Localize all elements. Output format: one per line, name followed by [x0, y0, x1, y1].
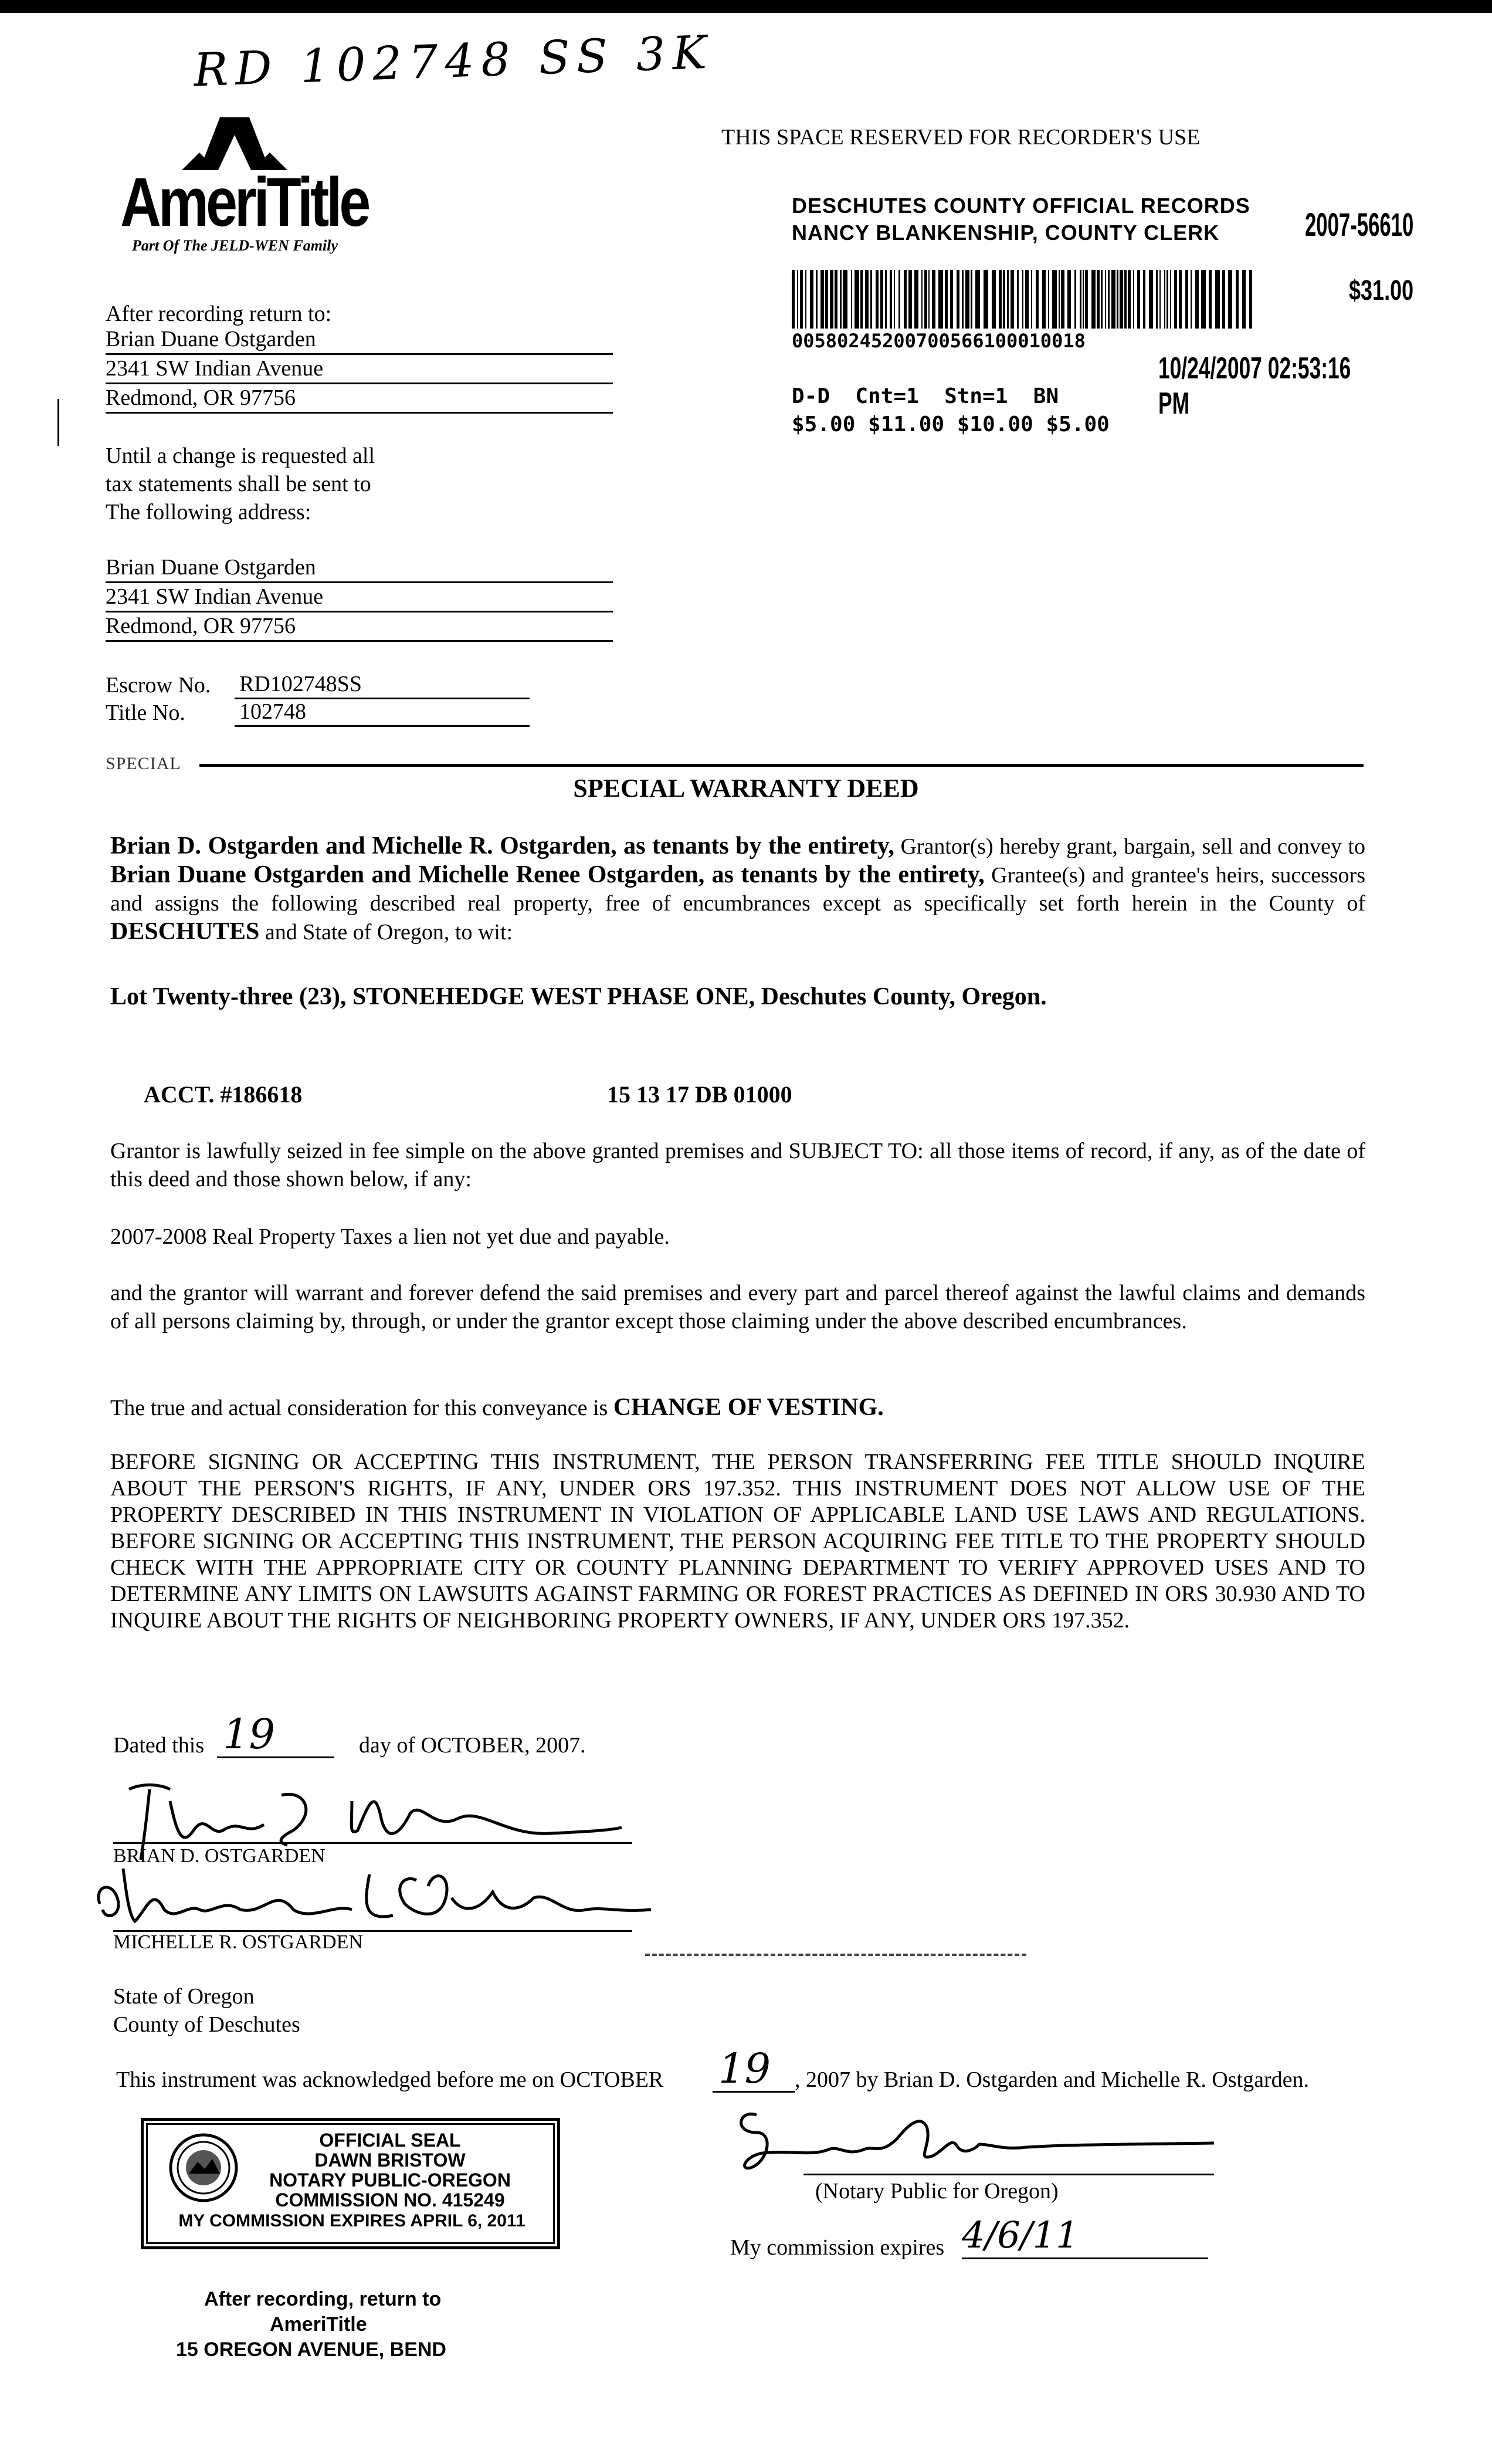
dated-prefix: Dated this [113, 1733, 205, 1758]
barcode-bar [1143, 270, 1145, 329]
barcode-bar [1249, 270, 1252, 329]
escrow-number: RD102748SS [235, 671, 530, 699]
barcode-bar [921, 270, 923, 329]
barcode-bar [1011, 270, 1014, 329]
margin-mark [57, 399, 59, 446]
barcode-bar [835, 270, 837, 329]
barcode-bar [1007, 270, 1009, 329]
signature-line-1 [113, 1842, 632, 1844]
seal-line2: DAWN BRISTOW [314, 2150, 466, 2171]
grant-text-2: Grantee(s) and grantee's heirs, successors and assigns the following described real property, free of encumbrances except as specifically set forth herein in the County of [110, 863, 1365, 916]
barcode-bar [805, 270, 806, 329]
barcode-bar [1149, 270, 1153, 329]
barcode-bar [792, 270, 795, 329]
ack-day: 19 [713, 2046, 795, 2093]
barcode-bar [876, 270, 879, 329]
barcode-bar [975, 270, 980, 329]
county-records-line2: NANCY BLANKENSHIP, COUNTY CLERK [792, 221, 1220, 245]
barcode-bar [800, 270, 803, 329]
tax-street: 2341 SW Indian Avenue [106, 584, 613, 612]
tax-label-line3: The following address: [106, 500, 311, 524]
barcode-bar [1137, 270, 1140, 329]
barcode-bar [1170, 270, 1171, 329]
barcode-bar [1031, 270, 1032, 329]
return-to-label: After recording return to: [106, 302, 332, 326]
barcode-bar [932, 270, 935, 329]
barcode-bar [1174, 270, 1177, 329]
recording-fee-total: $31.00 [1349, 275, 1414, 306]
tax-city: Redmond, OR 97756 [106, 613, 613, 642]
barcode-bar [908, 270, 912, 329]
grant-text-3: and State of Oregon, to wit: [259, 920, 513, 945]
barcode-bar [1236, 270, 1239, 329]
scan-top-border [0, 0, 1492, 13]
barcode-bar [1111, 270, 1115, 329]
barcode-bar [1167, 270, 1168, 329]
barcode-bar [1124, 270, 1127, 329]
barcode-bar [928, 270, 930, 329]
barcode-bar [854, 270, 859, 329]
recording-datetime: 10/24/2007 02:53:16 PM [1158, 351, 1351, 421]
barcode-bar [1017, 270, 1019, 329]
barcode-bar [1061, 270, 1064, 329]
barcode-bar [965, 270, 969, 329]
dated-suffix: day of OCTOBER, 2007. [359, 1733, 586, 1758]
seal-line1: OFFICIAL SEAL [319, 2130, 461, 2151]
barcode-bar [851, 270, 852, 329]
grant-county: DESCHUTES [110, 918, 260, 945]
handwritten-file-number: RD 102748 SS 3K [192, 26, 715, 97]
commission-expires-value: 4/6/11 [962, 2213, 1208, 2259]
official-seal [141, 2118, 560, 2249]
recording-codes: D-D Cnt=1 Stn=1 BN [792, 384, 1059, 408]
seal-line5: MY COMMISSION EXPIRES APRIL 6, 2011 [178, 2211, 525, 2231]
barcode-bar [1228, 270, 1232, 329]
recording-fees-breakdown: $5.00 $11.00 $10.00 $5.00 [792, 412, 1110, 436]
barcode-bar [1036, 270, 1039, 329]
barcode-bar [1022, 270, 1023, 329]
barcode-bar [870, 270, 872, 329]
return-to-city: Redmond, OR 97756 [106, 385, 613, 414]
seized-paragraph: Grantor is lawfully seized in fee simple on the above granted premises and SUBJECT TO: all those items of record, if any, as of the date of this deed and those shown below, if any: [110, 1139, 1365, 1192]
account-number: ACCT. #186618 [144, 1081, 303, 1108]
barcode-bar [999, 270, 1002, 329]
barcode-bar [1067, 270, 1071, 329]
barcode-bar [894, 270, 895, 329]
barcode-bar [1052, 270, 1057, 329]
barcode-bar [1179, 270, 1182, 329]
ack-suffix: , 2007 by Brian D. Ostgarden and Michelle R. Ostgarden. [795, 2067, 1309, 2092]
barcode-bar [1003, 270, 1005, 329]
barcode-bar [816, 270, 818, 329]
tax-name: Brian Duane Ostgarden [106, 554, 613, 583]
barcode-bar [1108, 270, 1110, 329]
grant-paragraph [110, 832, 1365, 946]
barcode-bar [1042, 270, 1046, 329]
barcode-bar [1215, 270, 1220, 329]
warrant-paragraph: and the grantor will warrant and forever defend the said premises and every part and parcel thereof against the lawful claims and demands of all persons claiming by, through, or under the grantor except those claiming under the above described encumbrances. [110, 1281, 1365, 1333]
legal-description: Lot Twenty-three (23), STONEHEDGE WEST PHASE ONE, Deschutes County, Oregon. [110, 983, 1047, 1010]
dated-day: 19 [217, 1712, 334, 1758]
footer-line2: AmeriTitle [270, 2313, 367, 2336]
signer2-name: MICHELLE R. OSTGARDEN [113, 1931, 363, 1953]
consideration-value: CHANGE OF VESTING. [613, 1394, 884, 1421]
barcode-number: 00580245200700566100010018 [792, 330, 1086, 352]
ameritile-logo [94, 111, 387, 258]
barcode-bar [840, 270, 842, 329]
barcode-bar [1209, 270, 1212, 329]
commission-expires-label: My commission expires [730, 2235, 945, 2260]
oregon-seal-icon [168, 2133, 239, 2203]
barcode-bar [1195, 270, 1199, 329]
barcode-bar [797, 270, 798, 329]
tax-label-line2: tax statements shall be sent to [106, 472, 371, 496]
barcode-bar [1025, 270, 1029, 329]
barcode-bar [992, 270, 996, 329]
map-tax-lot: 15 13 17 DB 01000 [607, 1081, 792, 1108]
barcode-bar [820, 270, 824, 329]
tax-label-line1: Until a change is requested all [106, 444, 375, 468]
grantee-names: Brian Duane Ostgarden and Michelle Renee Ostgarden, as tenants by the entirety, [110, 861, 985, 888]
return-to-street: 2341 SW Indian Avenue [106, 356, 613, 384]
barcode-bar [1185, 270, 1188, 329]
recorder-reserved-label: THIS SPACE RESERVED FOR RECORDER'S USE [721, 125, 1201, 150]
barcode-bar [924, 270, 927, 329]
barcode-bar [1164, 270, 1165, 329]
seal-line4: COMMISSION NO. 415249 [275, 2189, 505, 2211]
barcode-bar [810, 270, 813, 329]
barcode-bar [885, 270, 887, 329]
notary-label: (Notary Public for Oregon) [815, 2179, 1059, 2204]
grantor-names: Brian D. Ostgarden and Michelle R. Ostgarden, as tenants by the entirety, [110, 832, 894, 859]
barcode-bar [971, 270, 972, 329]
barcode-bar [880, 270, 883, 329]
scan-dash-line [645, 1954, 1026, 1956]
escrow-label: Escrow No. [106, 673, 211, 698]
barcode-bar [938, 270, 943, 329]
title-label: Title No. [106, 700, 185, 725]
barcode-bar [1074, 270, 1076, 329]
special-label: SPECIAL [106, 754, 181, 773]
notary-signature-line [803, 2174, 1214, 2175]
seal-line3: NOTARY PUBLIC-OREGON [269, 2169, 511, 2191]
barcode-bar [1133, 270, 1134, 329]
barcode-bar [1048, 270, 1049, 329]
barcode-bar [1101, 270, 1103, 329]
barcode-bar [945, 270, 948, 329]
barcode-bar [914, 270, 918, 329]
barcode-bar [1242, 270, 1246, 329]
barcode-bar [904, 270, 907, 329]
barcode-bar [950, 270, 953, 329]
title-number: 102748 [235, 698, 530, 727]
barcode-bar [1201, 270, 1206, 329]
barcode-bar [1105, 270, 1106, 329]
footer-line3: 15 OREGON AVENUE, BEND [176, 2338, 446, 2361]
grant-text-1: Grantor(s) hereby grant, bargain, sell and convey to [894, 834, 1365, 859]
barcode-bar [843, 270, 847, 329]
barcode-bar [1128, 270, 1131, 329]
barcode-bar [1080, 270, 1081, 329]
barcode-bar [1091, 270, 1096, 329]
footer-line1: After recording, return to [204, 2288, 442, 2310]
barcode-bar [830, 270, 833, 329]
consideration-line [110, 1393, 884, 1422]
deed-title: SPECIAL WARRANTY DEED [573, 774, 919, 803]
barcode-bar [898, 270, 900, 329]
consideration-text: The true and actual consideration for this conveyance is [110, 1396, 613, 1420]
barcode-bar [957, 270, 959, 329]
signer1-name: BRIAN D. OSTGARDEN [113, 1845, 325, 1867]
barcode-bar [860, 270, 863, 329]
notary-state: State of Oregon [113, 1984, 255, 2009]
barcode-bar [1156, 270, 1158, 329]
barcode-bar [984, 270, 988, 329]
logo-tagline: Part Of The JELD-WEN Family [132, 237, 338, 254]
logo-wordmark: AmeriTitle [120, 164, 368, 241]
special-rule [199, 764, 1364, 767]
barcode-bar [1097, 270, 1100, 329]
barcode-bar [1222, 270, 1225, 329]
barcode-bar [890, 270, 892, 329]
barcode-bar [1083, 270, 1084, 329]
notary-county: County of Deschutes [113, 2012, 300, 2037]
taxes-paragraph: 2007-2008 Real Property Taxes a lien not yet due and payable. [110, 1224, 670, 1249]
statutory-notice: BEFORE SIGNING OR ACCEPTING THIS INSTRUMENT, THE PERSON TRANSFERRING FEE TITLE SHOULD INQUIRE ABOUT THE PERSON'S RIGHTS, IF ANY, UNDER ORS 197.352. THIS INSTRUMENT DOES NOT ALLOW USE OF THE PROPERTY DESCRIBED IN THIS INSTRUMENT IN VIOLATION OF APPLICABLE LAND USE LAWS AND REGULATIONS. BEFORE SIGNING OR ACCEPTING THIS INSTRUMENT, THE PERSON ACQUIRING FEE TITLE TO THE PROPERTY SHOULD CHECK WITH THE APPROPRIATE CITY OR COUNTY PLANNING DEPARTMENT TO VERIFY APPROVED USES AND TO DETERMINE ANY LIMITS ON LAWSUITS AGAINST FARMING OR FOREST PRACTICES AS DEFINED IN ORS 30.930 AND TO INQUIRE ABOUT THE RIGHTS OF NEIGHBORING PROPERTY OWNERS, IF ANY, UNDER ORS 197.352. [110, 1450, 1365, 1633]
barcode-bar [1120, 270, 1123, 329]
recording-doc-number: 2007-56610 [1305, 206, 1414, 243]
return-to-name: Brian Duane Ostgarden [106, 326, 613, 355]
barcode-bar [1117, 270, 1118, 329]
barcode-bar [865, 270, 869, 329]
barcode-bar [962, 270, 964, 329]
recording-barcode [792, 270, 1255, 329]
barcode-bar [825, 270, 828, 329]
barcode-bar [1191, 270, 1192, 329]
county-records-line1: DESCHUTES COUNTY OFFICIAL RECORDS [792, 194, 1250, 218]
barcode-bar [1159, 270, 1161, 329]
barcode-bar [1085, 270, 1088, 329]
ack-prefix: This instrument was acknowledged before me on OCTOBER [116, 2067, 664, 2092]
signature-notary [721, 2091, 1249, 2179]
barcode-bar [1059, 270, 1060, 329]
